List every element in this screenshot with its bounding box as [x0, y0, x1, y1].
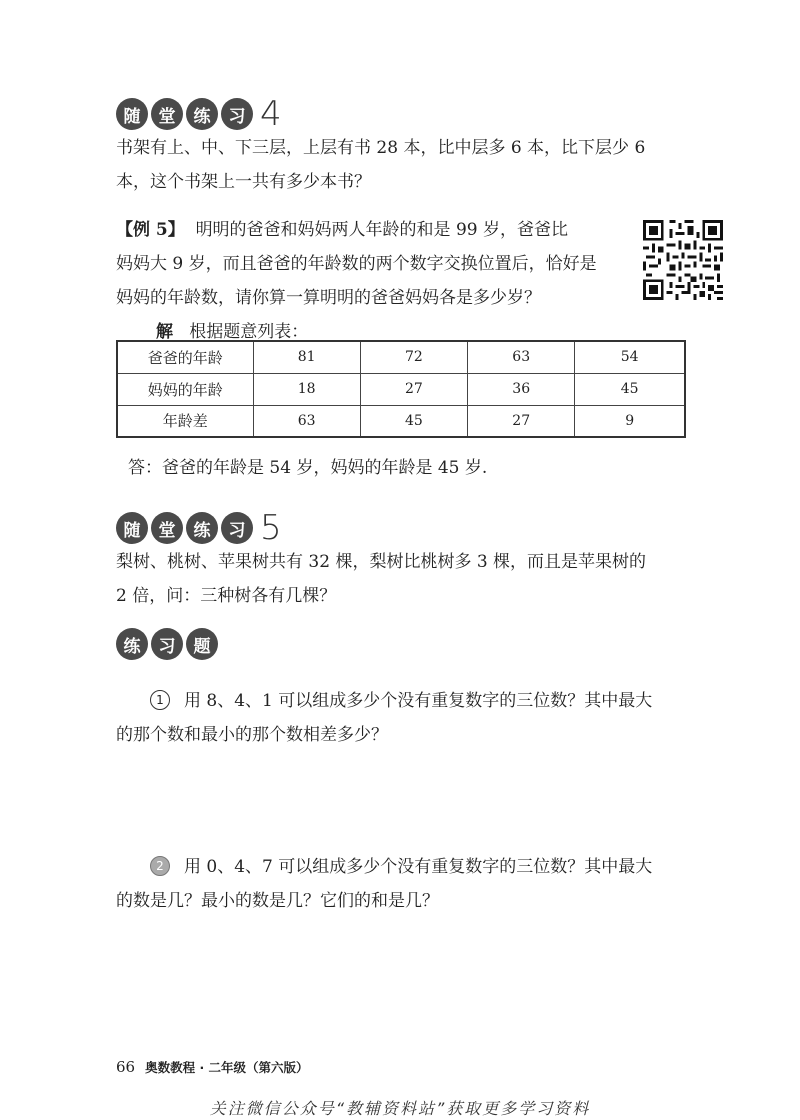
badge-char: 练 — [186, 512, 218, 544]
badge-char: 随 — [116, 98, 148, 130]
table-row — [117, 373, 685, 405]
row-header: 爸爸的年龄 — [117, 341, 253, 373]
example-label: 【例 5】 — [116, 220, 185, 240]
exercise-number-icon: 2 — [150, 856, 170, 876]
table-cell: 45 — [360, 405, 467, 437]
badge-char: 随 — [116, 512, 148, 544]
text-line: 妈妈的年龄数，请你算一算明明的爸爸妈妈各是多少岁？ — [116, 288, 541, 308]
table-cell: 63 — [253, 405, 360, 437]
exercise-1 — [116, 684, 692, 752]
table-cell: 81 — [253, 341, 360, 373]
text-line-body: 用 8、4、1 可以组成多少个没有重复数字的三位数？其中最大 — [184, 691, 653, 711]
text-line — [116, 213, 636, 247]
table-cell: 27 — [468, 405, 575, 437]
text-line: 书架有上、中、下三层，上层有书 28 本，比中层多 6 本，比下层少 6 — [116, 138, 646, 158]
row-header: 妈妈的年龄 — [117, 373, 253, 405]
badge-char: 习 — [151, 628, 183, 660]
answer-line: 答：爸爸的年龄是 54 岁，妈妈的年龄是 45 岁. — [128, 458, 488, 478]
exercises-heading — [116, 628, 221, 660]
practice-number: 5 — [260, 508, 282, 548]
practice-5-heading — [116, 508, 282, 548]
table-row — [117, 405, 685, 437]
badge-char: 练 — [116, 628, 148, 660]
table-cell: 45 — [575, 373, 685, 405]
exercise-number-icon: 1 — [150, 690, 170, 710]
example-5-text — [116, 213, 636, 349]
text-line: 梨树、桃树、苹果树共有 32 棵，梨树比桃树多 3 棵，而且是苹果树的 — [116, 552, 647, 572]
table-cell: 27 — [360, 373, 467, 405]
solution-text: 根据题意列表： — [189, 322, 309, 342]
text-line: 的那个数和最小的那个数相差多少？ — [116, 725, 388, 745]
badge-char: 堂 — [151, 98, 183, 130]
watermark-text: 关注微信公众号“教辅资料站”获取更多学习资料 — [209, 1099, 591, 1118]
badge-char: 习 — [221, 512, 253, 544]
practice-5-text — [116, 545, 692, 613]
practice-4-text — [116, 131, 692, 199]
text-line: 2 倍，问：三种树各有几棵？ — [116, 586, 337, 606]
table-cell: 9 — [575, 405, 685, 437]
badge-char: 堂 — [151, 512, 183, 544]
text-line-body: 明明的爸爸和妈妈两人年龄的和是 99 岁，爸爸比 — [195, 220, 569, 240]
book-title: 奥数教程 · 二年级（第六版） — [145, 1060, 309, 1075]
page-footer — [116, 1058, 309, 1076]
table-cell: 54 — [575, 341, 685, 373]
table-cell: 63 — [468, 341, 575, 373]
solution-label: 解 — [156, 322, 173, 342]
age-table — [116, 340, 686, 438]
badge-char: 练 — [186, 98, 218, 130]
text-line: 的数是几？最小的数是几？它们的和是几？ — [116, 891, 439, 911]
practice-4-heading — [116, 94, 282, 134]
text-line: 妈妈大 9 岁，而且爸爸的年龄数的两个数字交换位置后，恰好是 — [116, 254, 597, 274]
table-cell: 36 — [468, 373, 575, 405]
example-5-answer — [128, 451, 704, 485]
text-line — [116, 684, 692, 718]
practice-number: 4 — [260, 94, 282, 134]
text-line — [116, 850, 692, 884]
badge-char: 习 — [221, 98, 253, 130]
table-cell: 18 — [253, 373, 360, 405]
text-line: 本，这个书架上一共有多少本书？ — [116, 172, 371, 192]
table-cell: 72 — [360, 341, 467, 373]
table-row — [117, 341, 685, 373]
exercise-2 — [116, 850, 692, 918]
page-number: 66 — [116, 1058, 136, 1076]
row-header: 年龄差 — [117, 405, 253, 437]
badge-char: 题 — [186, 628, 218, 660]
qr-code-icon — [640, 217, 726, 303]
text-line-body: 用 0、4、7 可以组成多少个没有重复数字的三位数？其中最大 — [184, 857, 653, 877]
